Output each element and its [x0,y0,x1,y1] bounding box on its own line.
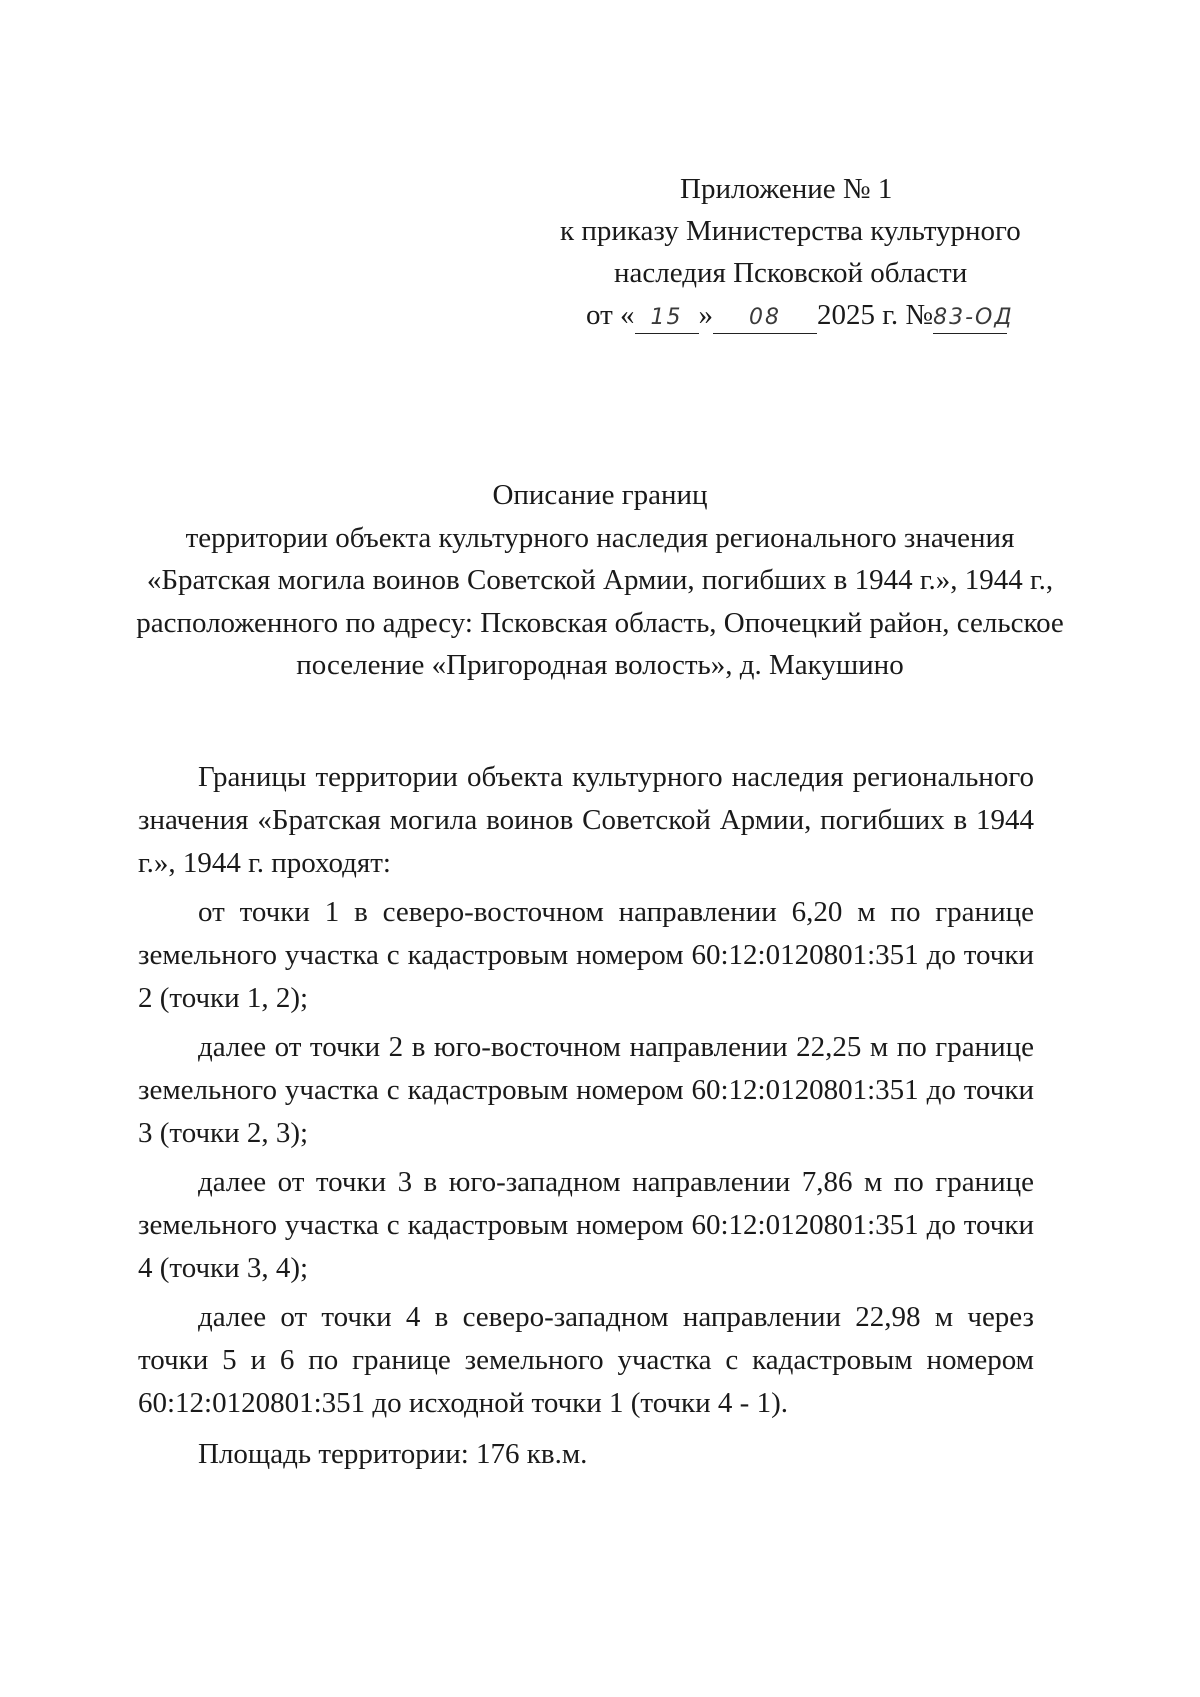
date-day-handwritten: 15 [650,305,683,330]
date-mid: » [698,299,714,331]
title-line-1: Описание границ [492,479,708,511]
appendix-header [560,168,1080,336]
intro-paragraph: Границы территории объекта культурного наследия регионального значения «Братская могила воинов Советской Армии, погибших в 1944 г.», 1944 г. проходят: [138,761,1034,879]
order-number-handwritten: 83-ОД [933,305,1014,330]
appendix-date-line [560,294,1080,336]
appendix-ministry: наследия Псковской области [614,257,968,289]
date-day-field [635,300,699,334]
boundary-segment-2: далее от точки 2 в юго-восточном направлении 22,25 м по границе земельного участка с кадастровым номером 60:12:0120801:351 до точки 3 (точки 2, 3); [138,1031,1034,1149]
date-prefix: от « [586,299,635,331]
date-year-suffix: 2025 г. № [817,299,934,331]
title-line-3: «Братская могила воинов Советской Армии, погибших в 1944 г.», 1944 г., [146,564,1054,596]
boundary-segment-3: далее от точки 3 в юго-западном направлении 7,86 м по границе земельного участка с кадастровым номером 60:12:0120801:351 до точки 4 (точки 3, 4); [138,1166,1034,1284]
boundary-segment-4: далее от точки 4 в северо-западном направлении 22,98 м через точки 5 и 6 по границе земельного участка с кадастровым номером 60:12:0120801:351 до исходной точки 1 (точки 4 - 1). [138,1301,1034,1419]
date-month-handwritten: 08 [749,305,782,330]
document-body [138,756,1034,1482]
date-month-field [713,300,817,334]
title-line-5: поселение «Пригородная волость», д. Макушино [296,649,904,681]
title-line-2: территории объекта культурного наследия регионального значения [185,521,1015,554]
appendix-order-ref: к приказу Министерства культурного [560,215,1021,247]
appendix-title: Приложение № 1 [680,173,893,205]
territory-area: Площадь территории: 176 кв.м. [198,1438,588,1470]
order-number-field [933,300,1014,334]
title-line-4: расположенного по адресу: Псковская область, Опочецкий район, сельское [136,606,1064,639]
document-title [130,474,1070,687]
boundary-segment-1: от точки 1 в северо-восточном направлении 6,20 м по границе земельного участка с кадастровым номером 60:12:0120801:351 до точки 2 (точки 1, 2); [138,896,1034,1014]
